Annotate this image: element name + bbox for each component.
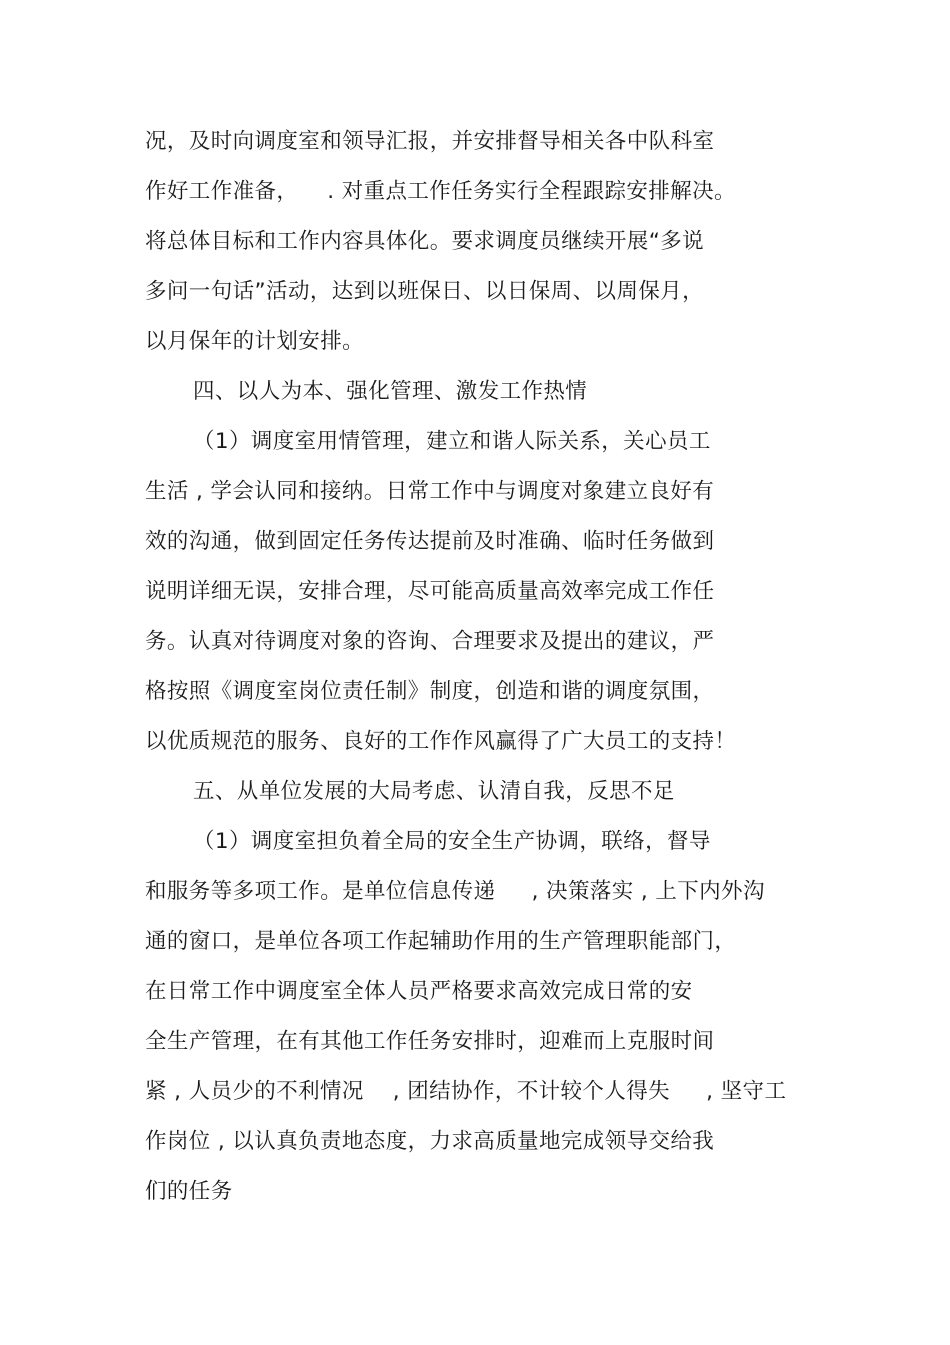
text-line: 紧 , 人员少的不利情况 , 团结协作，不计较个人得失 , 坚守工 bbox=[145, 1079, 787, 1104]
section-heading: 五、从单位发展的大局考虑、认清自我，反思不足 bbox=[193, 779, 675, 804]
text-line: 作好工作准备， . 对重点工作任务实行全程跟踪安排解决。 bbox=[145, 179, 736, 204]
text-line: 作岗位 , 以认真负责地态度，力求高质量地完成领导交给我 bbox=[145, 1129, 715, 1154]
section-heading: 四、以人为本、强化管理、激发工作热情 bbox=[193, 379, 588, 404]
paragraph-start: （1）调度室用情管理，建立和谐人际关系，关心员工 bbox=[193, 429, 711, 454]
text-line: 以优质规范的服务、良好的工作作风赢得了广大员工的支持！ bbox=[145, 729, 737, 754]
text-line: 况，及时向调度室和领导汇报，并安排督导相关各中队科室 bbox=[145, 129, 715, 154]
text-line: 格按照《调度室岗位责任制》制度，创造和谐的调度氛围， bbox=[145, 679, 715, 704]
text-line: 以月保年的计划安排。 bbox=[145, 329, 365, 354]
text-line: 通的窗口，是单位各项工作起辅助作用的生产管理职能部门， bbox=[145, 929, 737, 954]
text-line: 在日常工作中调度室全体人员严格要求高效完成日常的安 bbox=[145, 979, 693, 1004]
text-line: 说明详细无误，安排合理，尽可能高质量高效率完成工作任 bbox=[145, 579, 715, 604]
text-line: 和服务等多项工作。是单位信息传递 , 决策落实 , 上下内外沟 bbox=[145, 879, 765, 904]
text-line: 们的任务 bbox=[145, 1179, 233, 1204]
text-line: 生活 , 学会认同和接纳。日常工作中与调度对象建立良好有 bbox=[145, 479, 715, 504]
paragraph-start: （1）调度室担负着全局的安全生产协调，联络，督导 bbox=[193, 829, 711, 854]
text-line: 多问一句话”活动，达到以班保日、以日保周、以周保月， bbox=[145, 279, 705, 304]
text-line: 全生产管理，在有其他工作任务安排时，迎难而上克服时间 bbox=[145, 1029, 715, 1054]
text-line: 务。认真对待调度对象的咨询、合理要求及提出的建议，严 bbox=[145, 629, 715, 654]
text-line: 将总体目标和工作内容具体化。要求调度员继续开展“多说 bbox=[145, 229, 705, 254]
text-line: 效的沟通，做到固定任务传达提前及时准确、临时任务做到 bbox=[145, 529, 715, 554]
